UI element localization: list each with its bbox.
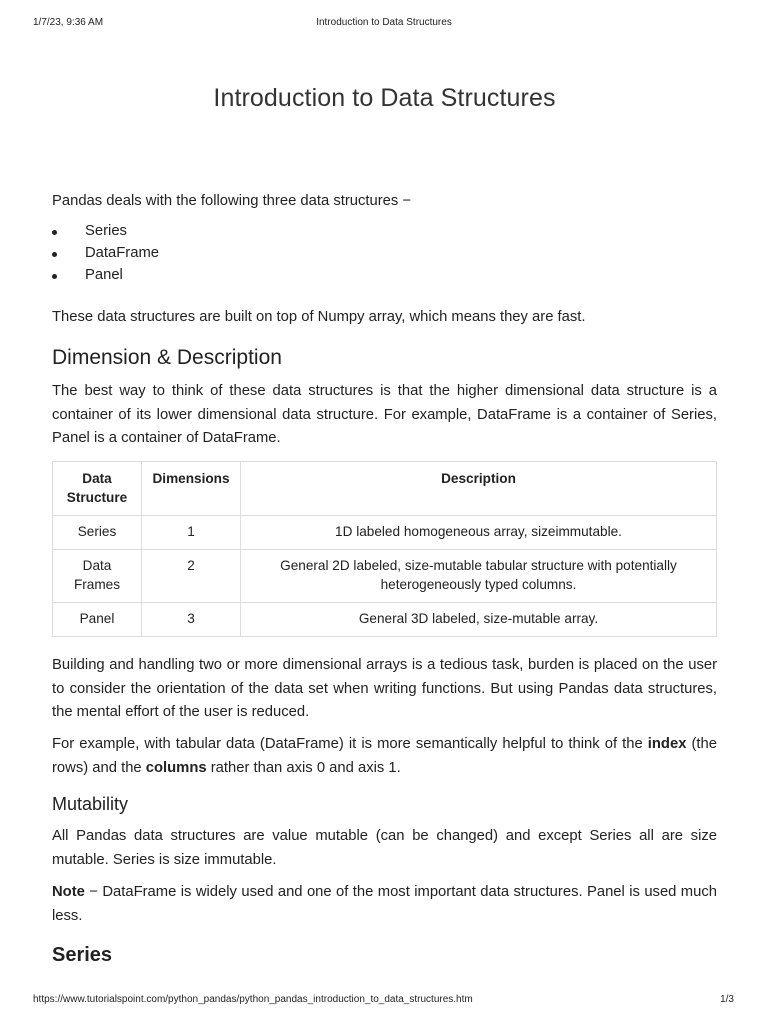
example-text-1: For example, with tabular data (DataFrame) it is more semantically helpful to think of the bbox=[52, 736, 648, 752]
numpy-note: These data structures are built on top of Numpy array, which means they are fast. bbox=[52, 309, 586, 325]
table-cell: General 3D labeled, size-mutable array. bbox=[241, 603, 717, 637]
list-item: Panel bbox=[52, 264, 159, 286]
table-cell: 1 bbox=[142, 516, 241, 550]
dimension-heading: Dimension & Description bbox=[52, 346, 282, 369]
table-cell: General 2D labeled, size-mutable tabular structure with potentially heterogeneously typed columns. bbox=[241, 550, 717, 603]
mutability-heading: Mutability bbox=[52, 794, 129, 814]
table-cell: Series bbox=[53, 516, 142, 550]
index-term: index bbox=[647, 736, 687, 752]
data-structures-table bbox=[52, 461, 717, 637]
table-cell: Panel bbox=[53, 603, 142, 637]
col-header-dimensions: Dimensions bbox=[142, 462, 241, 516]
col-header-description: Description bbox=[241, 462, 717, 516]
table-cell: 1D labeled homogeneous array, sizeimmutable. bbox=[241, 516, 717, 550]
mutability-paragraph: All Pandas data structures are value mutable (can be changed) and except Series all are size mutable. Series is size immutable. bbox=[52, 828, 717, 868]
page-title: Introduction to Data Structures bbox=[213, 84, 556, 112]
print-title: Introduction to Data Structures bbox=[316, 17, 452, 28]
list-item: DataFrame bbox=[52, 242, 159, 264]
note-text: − DataFrame is widely used and one of the most important data structures. Panel is used much less. bbox=[52, 884, 717, 924]
page-number: 1/3 bbox=[720, 994, 734, 1005]
note-paragraph bbox=[52, 881, 717, 928]
example-text-2: (the rows) and the bbox=[52, 736, 718, 776]
table-cell: Data Frames bbox=[53, 550, 142, 603]
table-cell: 2 bbox=[142, 550, 241, 603]
table-row bbox=[53, 603, 717, 637]
columns-term: columns bbox=[145, 759, 207, 776]
dimension-paragraph: The best way to think of these data structures is that the higher dimensional data structure is a container of its lower dimensional data structure. For example, DataFrame is a container of Series, Panel is a container of DataFrame. bbox=[52, 383, 717, 446]
table-cell: 3 bbox=[142, 603, 241, 637]
table-row bbox=[53, 550, 717, 603]
table-row bbox=[53, 516, 717, 550]
list-item: Series bbox=[52, 220, 159, 242]
col-header-structure: Data Structure bbox=[53, 462, 142, 516]
series-heading: Series bbox=[52, 944, 113, 966]
example-text-3: rather than axis 0 and axis 1. bbox=[206, 759, 401, 776]
building-paragraph: Building and handling two or more dimensional arrays is a tedious task, burden is placed on the user to consider the orientation of the data set when writing functions. But using Pandas data structures, the mental effort of the user is reduced. bbox=[52, 657, 717, 720]
page-url: https://www.tutorialspoint.com/python_pandas/python_pandas_introduction_to_data_structures.htm bbox=[33, 994, 473, 1005]
intro-text: Pandas deals with the following three data structures − bbox=[52, 193, 412, 209]
structures-list bbox=[52, 220, 159, 286]
table-header-row bbox=[53, 462, 717, 516]
print-datetime: 1/7/23, 9:36 AM bbox=[33, 17, 104, 28]
example-paragraph bbox=[52, 733, 717, 780]
note-label: Note bbox=[52, 884, 85, 900]
